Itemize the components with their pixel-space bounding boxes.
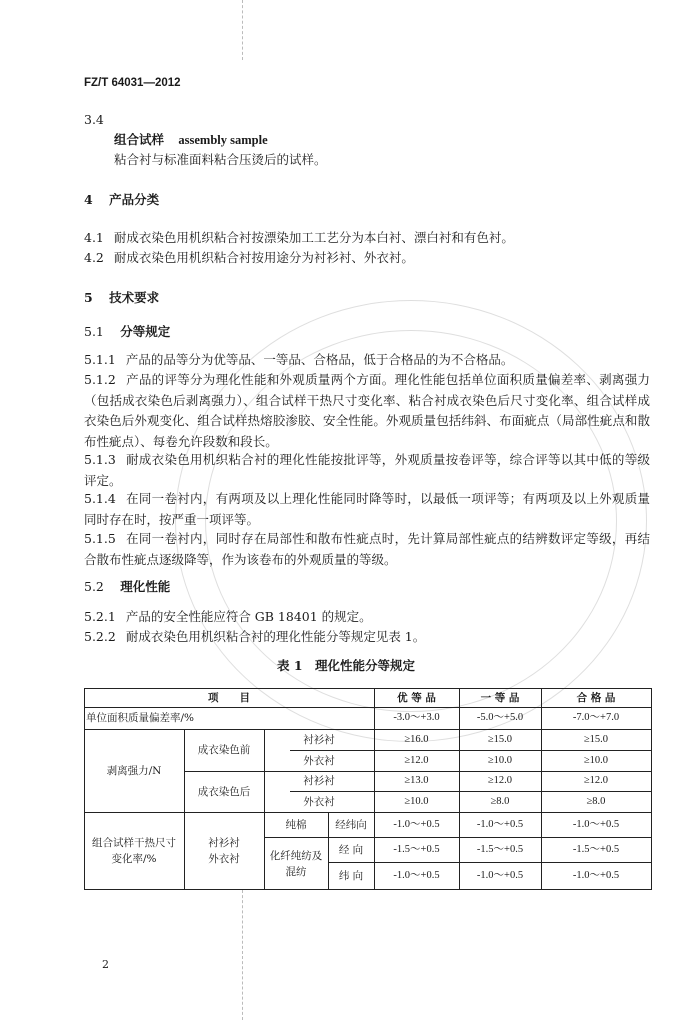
- peel-after-coat-label: 外衣衬: [303, 795, 335, 808]
- clause-4-1-text: 耐成衣染色用机织粘合衬按漂染加工工艺分为本白衬、漂白衬和有色衬。: [113, 230, 514, 245]
- binding-dash-top: [242, 0, 243, 60]
- clause-5-1-5: [84, 529, 650, 570]
- header-grade-top: 优 等 品: [397, 691, 436, 704]
- peel-after-shirt-g3: ≥12.0: [583, 775, 609, 786]
- header-grade-first: 一 等 品: [480, 691, 520, 704]
- clause-5-2-2: [84, 627, 650, 648]
- dry-cotton-g1: -1.0～+0.5: [393, 818, 440, 830]
- term-en: assembly sample: [178, 133, 268, 147]
- clause-5-1-3: [84, 450, 650, 491]
- clause-5-1-1-number: 5.1.1: [84, 352, 116, 367]
- dry-cotton-label: 纯棉: [285, 818, 307, 831]
- clause-5-1-3-text: 耐成衣染色用机织粘合衬的理化性能按批评等，外观质量按卷评等，综合评等以其中低的等级评定。: [84, 452, 650, 488]
- clause-5-2-2-text: 耐成衣染色用机织粘合衬的理化性能分等规定见表 1。: [125, 629, 426, 644]
- section-5-heading: [84, 288, 159, 306]
- section-4-number: 4: [84, 192, 93, 207]
- peel-before-shirt-label: 衬衫衬: [303, 733, 335, 746]
- clause-5-2-2-number: 5.2.2: [84, 629, 116, 644]
- clause-5-1-5-text: 在同一卷衬内，同时存在局部性和散布性疵点时，先计算局部性疵点的结辨数评定等级，再结合散布性疵点逐级降等，作为该卷布的外观质量的等级。: [84, 531, 650, 567]
- dry-chem-label: 化纤纯纺及混纺: [269, 849, 323, 878]
- header-item: 项 目: [208, 691, 250, 704]
- section-4-title: 产品分类: [109, 192, 160, 207]
- peel-after-shirt-g2: ≥12.0: [487, 775, 513, 786]
- clause-5-1-3-number: 5.1.3: [84, 452, 116, 467]
- clause-5-1-4-text: 在同一卷衬内，有两项及以上理化性能同时降等时，以最低一项评等；有两项及以上外观质量同时存在时，按严重一项评等。: [84, 491, 650, 527]
- peel-before-coat-g3: ≥10.0: [583, 754, 609, 766]
- dry-label: 组合试样干热尺寸变化率/%: [92, 837, 176, 865]
- table-1-caption-title: 理化性能分等规定: [314, 658, 415, 673]
- clause-4-2: [84, 248, 650, 269]
- dry-chem-weft-dir: 纬 向: [338, 869, 364, 882]
- row-mass-g1: -3.0～+3.0: [393, 712, 440, 723]
- clause-5-1-2: [84, 370, 650, 452]
- section-5-2-number: 5.2: [84, 579, 104, 594]
- clause-4-1: [84, 228, 650, 249]
- dry-chem-warp-dir: 经 向: [338, 843, 364, 856]
- peel-before-coat-label: 外衣衬: [303, 754, 335, 767]
- dry-sub-label: 衬衫衬 外衣衬: [208, 837, 240, 865]
- clause-5-1-1: [84, 350, 650, 371]
- peel-after-shirt-g1: ≥13.0: [404, 775, 429, 786]
- dry-cotton-g3: -1.0～+0.5: [572, 818, 620, 830]
- binding-dash-bottom: [242, 890, 243, 1020]
- peel-label: 剥离强力/N: [106, 764, 162, 777]
- clause-4-1-number: 4.1: [84, 230, 104, 245]
- peel-before-label: 成衣染色前: [197, 744, 251, 756]
- section-5-1-heading: [84, 322, 170, 340]
- clause-4-2-text: 耐成衣染色用机织粘合衬按用途分为衬衫衬、外衣衬。: [113, 250, 414, 265]
- row-mass-g2: -5.0～+5.0: [476, 712, 524, 723]
- term-assembly-sample: [114, 130, 268, 150]
- section-5-title: 技术要求: [109, 290, 160, 305]
- row-mass-label: 单位面积质量偏差率/%: [86, 712, 195, 724]
- table-1: [84, 688, 652, 890]
- dry-cotton-dir: 经纬向: [335, 818, 367, 831]
- clause-5-2-1-text: 产品的安全性能应符合 GB 18401 的规定。: [125, 609, 372, 624]
- dry-chem-weft-g3: -1.0～+0.5: [572, 869, 620, 881]
- clause-5-1-1-text: 产品的品等分为优等品、一等品、合格品，低于合格品的为不合格品。: [125, 352, 514, 367]
- row-mass-g3: -7.0～+7.0: [572, 712, 620, 723]
- header-grade-qualified: 合 格 品: [576, 691, 616, 704]
- dry-chem-warp-g2: -1.5～+0.5: [476, 843, 524, 855]
- dry-chem-warp-g1: -1.5～+0.5: [393, 843, 440, 855]
- section-5-number: 5: [84, 290, 93, 305]
- clause-5-1-2-text: 产品的评等分为理化性能和外观质量两个方面。理化性能包括单位面积质量偏差率、剥离强力（包括成衣染色后剥离强力）、组合试样干热尺寸变化率、粘合衬成衣染色后尺寸变化率、组合试样成衣染色后外观变化、组合试样热熔胶渗胶、安全性能。外观质量包括纬斜、布面疵点（局部性疵点和散布性疵点）、每卷允许段数和段长。: [84, 372, 650, 449]
- clause-5-2-1-number: 5.2.1: [84, 609, 116, 624]
- clause-5-1-4: [84, 489, 650, 530]
- peel-before-shirt-g3: ≥15.0: [583, 733, 609, 745]
- peel-after-coat-g1: ≥10.0: [404, 795, 429, 807]
- clause-5-1-2-number: 5.1.2: [84, 372, 116, 387]
- peel-after-coat-g2: ≥8.0: [490, 795, 510, 807]
- clause-5-2-1: [84, 607, 650, 628]
- page-header: FZ/T 64031—2012: [84, 77, 181, 89]
- section-5-1-number: 5.1: [84, 324, 104, 339]
- section-5-2-title: 理化性能: [120, 579, 171, 594]
- dry-chem-warp-g3: -1.5～+0.5: [572, 843, 620, 855]
- peel-before-coat-g2: ≥10.0: [487, 754, 513, 766]
- dry-cotton-g2: -1.0～+0.5: [476, 818, 524, 830]
- dry-chem-weft-g1: -1.0～+0.5: [393, 869, 440, 881]
- peel-after-coat-g3: ≥8.0: [586, 795, 606, 807]
- section-4-heading: [84, 190, 159, 208]
- section-5-1-title: 分等规定: [120, 324, 171, 339]
- clause-5-1-4-number: 5.1.4: [84, 491, 116, 506]
- peel-after-label: 成衣染色后: [197, 785, 251, 798]
- term-cn: 组合试样: [114, 132, 165, 147]
- table-1-caption-number: 表 1: [277, 658, 303, 673]
- clause-4-2-number: 4.2: [84, 250, 104, 265]
- page-number: 2: [102, 958, 109, 971]
- peel-before-shirt-g1: ≥16.0: [404, 733, 429, 745]
- table-1-caption: [0, 656, 692, 674]
- section-3-4-number: 3.4: [84, 112, 104, 127]
- peel-before-shirt-g2: ≥15.0: [487, 733, 513, 745]
- dry-chem-weft-g2: -1.0～+0.5: [476, 869, 524, 881]
- section-5-2-heading: [84, 577, 170, 595]
- peel-after-shirt-label: 衬衫衬: [303, 775, 335, 787]
- term-definition: 粘合衬与标准面料粘合压烫后的试样。: [114, 152, 327, 167]
- peel-before-coat-g1: ≥12.0: [404, 754, 429, 766]
- clause-5-1-5-number: 5.1.5: [84, 531, 116, 546]
